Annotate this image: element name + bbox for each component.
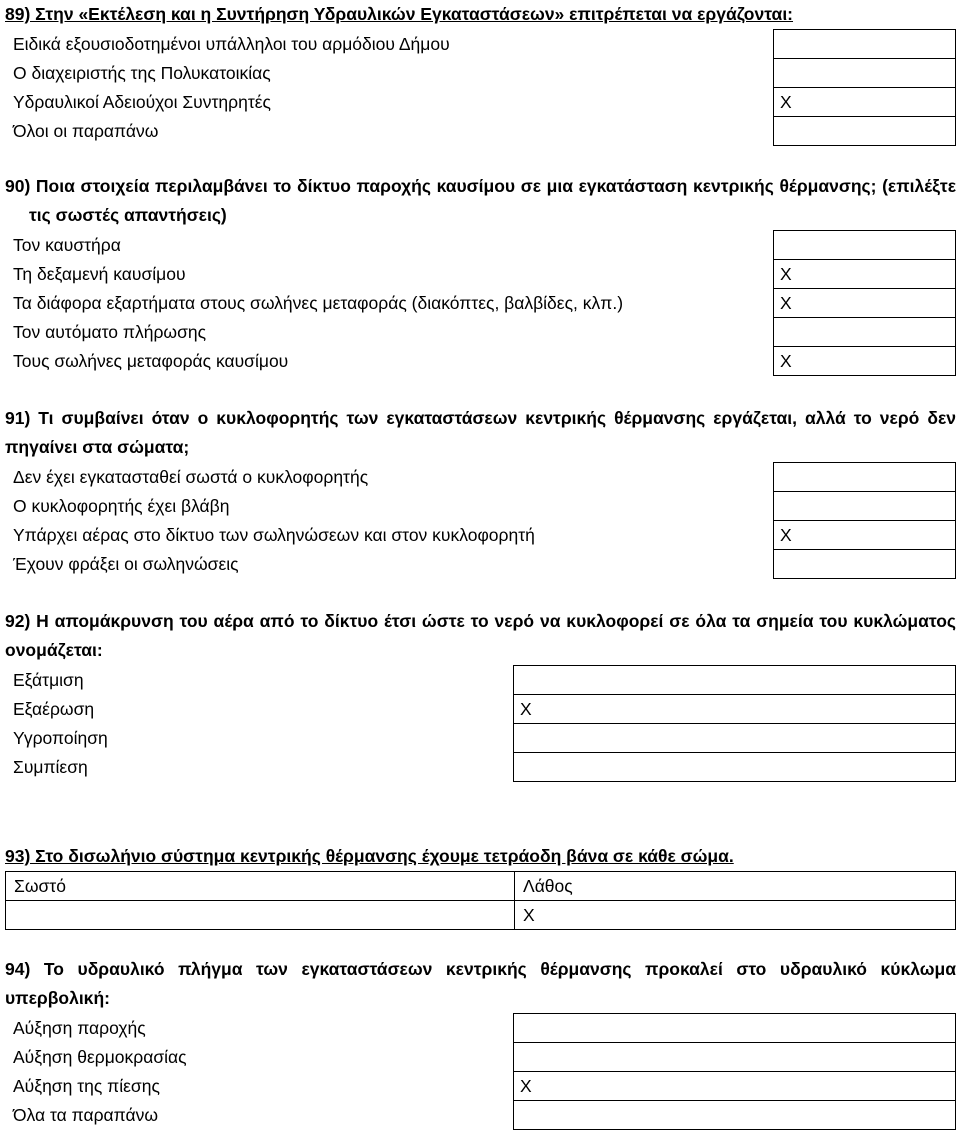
answer-mark-box[interactable]	[514, 753, 956, 782]
answer-label: Τη δεξαμενή καυσίμου	[13, 264, 186, 284]
answer-row	[5, 753, 956, 782]
question-title: 90) Ποια στοιχεία περιλαμβάνει το δίκτυο παροχής καυσίμου σε μια εγκατάσταση κεντρικής θέρμανσης; (επιλέξτε τις σωστές απαντήσεις)	[5, 176, 956, 225]
question-92	[5, 607, 956, 782]
question-90	[5, 172, 956, 376]
answer-label: Ο διαχειριστής της Πολυκατοικίας	[13, 63, 271, 83]
answer-label: Αύξηση της πίεσης	[13, 1076, 160, 1096]
true-option-label[interactable]: Σωστό	[6, 872, 515, 901]
question-title: 92) Η απομάκρυνση του αέρα από το δίκτυο έτσι ώστε το νερό να κυκλοφορεί σε όλα τα σημεία του κυκλώματος ονομάζεται:	[5, 611, 956, 660]
answer-mark-box[interactable]: X	[514, 1072, 956, 1101]
question-89	[5, 0, 956, 146]
question-94	[5, 955, 956, 1130]
question-title: 93) Στο δισωλήνιο σύστημα κεντρικής θέρμανσης έχουμε τετράοδη βάνα σε κάθε σώμα.	[5, 846, 734, 866]
answer-label: Δεν έχει εγκατασταθεί σωστά ο κυκλοφορητής	[13, 467, 369, 487]
answer-label: Υγροποίηση	[13, 728, 108, 748]
answer-mark-box[interactable]	[514, 1043, 956, 1072]
answer-row	[6, 872, 956, 901]
answer-mark-box[interactable]	[774, 463, 956, 492]
answer-mark-box[interactable]	[514, 1014, 956, 1043]
question-91	[5, 404, 956, 579]
answer-mark-box[interactable]	[514, 724, 956, 753]
answer-label: Αύξηση παροχής	[13, 1018, 146, 1038]
answer-table	[5, 462, 956, 579]
answer-row	[5, 1014, 956, 1043]
answer-label: Τον αυτόματο πλήρωσης	[13, 322, 207, 342]
answer-label: Αύξηση θερμοκρασίας	[13, 1047, 187, 1067]
answer-row	[5, 695, 956, 724]
answer-table	[5, 29, 956, 146]
answer-row	[5, 521, 956, 550]
answer-label: Συμπίεση	[13, 757, 88, 777]
answer-mark-box[interactable]: X	[514, 695, 956, 724]
true-mark-box[interactable]	[6, 901, 515, 930]
answer-mark-box[interactable]	[774, 550, 956, 579]
answer-mark-box[interactable]	[774, 318, 956, 347]
answer-row	[5, 492, 956, 521]
answer-row	[5, 231, 956, 260]
answer-mark-box[interactable]: X	[774, 260, 956, 289]
true-false-table	[5, 871, 956, 930]
answer-label: Ειδικά εξουσιοδοτημένοι υπάλληλοι του αρμόδιου Δήμου	[13, 34, 450, 54]
answer-table	[5, 665, 956, 782]
answer-row	[5, 30, 956, 59]
answer-label: Εξάτμιση	[13, 670, 84, 690]
answer-mark-box[interactable]	[514, 1101, 956, 1130]
answer-label: Ο κυκλοφορητής έχει βλάβη	[13, 496, 230, 516]
answer-row	[5, 724, 956, 753]
answer-mark-box[interactable]: X	[774, 521, 956, 550]
question-title: 94) Το υδραυλικό πλήγμα των εγκαταστάσεων κεντρικής θέρμανσης προκαλεί στο υδραυλικό κύκλωμα υπερβολική:	[5, 959, 956, 1008]
answer-mark-box[interactable]	[774, 117, 956, 146]
answer-mark-box[interactable]	[774, 231, 956, 260]
answer-table	[5, 230, 956, 376]
answer-mark-box[interactable]	[774, 59, 956, 88]
answer-label: Τους σωλήνες μεταφοράς καυσίμου	[13, 351, 289, 371]
answer-mark-box[interactable]	[774, 30, 956, 59]
answer-row	[5, 1101, 956, 1130]
question-title: 89) Στην «Εκτέλεση και η Συντήρηση Υδραυλικών Εγκαταστάσεων» επιτρέπεται να εργάζονται:	[5, 4, 794, 24]
answer-row	[5, 260, 956, 289]
answer-row	[5, 550, 956, 579]
answer-label: Εξαέρωση	[13, 699, 95, 719]
answer-row	[5, 1072, 956, 1101]
answer-row	[5, 666, 956, 695]
false-mark-box[interactable]: X	[515, 901, 956, 930]
answer-label: Υπάρχει αέρας στο δίκτυο των σωληνώσεων και στον κυκλοφορητή	[13, 525, 535, 545]
answer-mark-box[interactable]	[774, 492, 956, 521]
question-93	[5, 842, 956, 930]
answer-row	[5, 117, 956, 146]
answer-row	[5, 59, 956, 88]
answer-row	[6, 901, 956, 930]
answer-row	[5, 1043, 956, 1072]
answer-row	[5, 318, 956, 347]
answer-label: Τα διάφορα εξαρτήματα στους σωλήνες μεταφοράς (διακόπτες, βαλβίδες, κλπ.)	[13, 293, 624, 313]
answer-row	[5, 347, 956, 376]
answer-label: Έχουν φράξει οι σωληνώσεις	[13, 554, 239, 574]
answer-row	[5, 88, 956, 117]
answer-label: Όλοι οι παραπάνω	[13, 121, 159, 141]
question-title: 91) Τι συμβαίνει όταν ο κυκλοφορητής των εγκαταστάσεων κεντρικής θέρμανσης εργάζεται, αλλά το νερό δεν πηγαίνει στα σώματα;	[5, 408, 956, 457]
answer-mark-box[interactable]	[514, 666, 956, 695]
answer-row	[5, 289, 956, 318]
answer-label: Υδραυλικοί Αδειούχοι Συντηρητές	[13, 92, 271, 112]
answer-row	[5, 463, 956, 492]
false-option-label[interactable]: Λάθος	[515, 872, 956, 901]
answer-table	[5, 1013, 956, 1130]
answer-mark-box[interactable]: X	[774, 88, 956, 117]
answer-label: Όλα τα παραπάνω	[13, 1105, 159, 1125]
answer-label: Τον καυστήρα	[13, 235, 121, 255]
answer-mark-box[interactable]: X	[774, 289, 956, 318]
answer-mark-box[interactable]: X	[774, 347, 956, 376]
